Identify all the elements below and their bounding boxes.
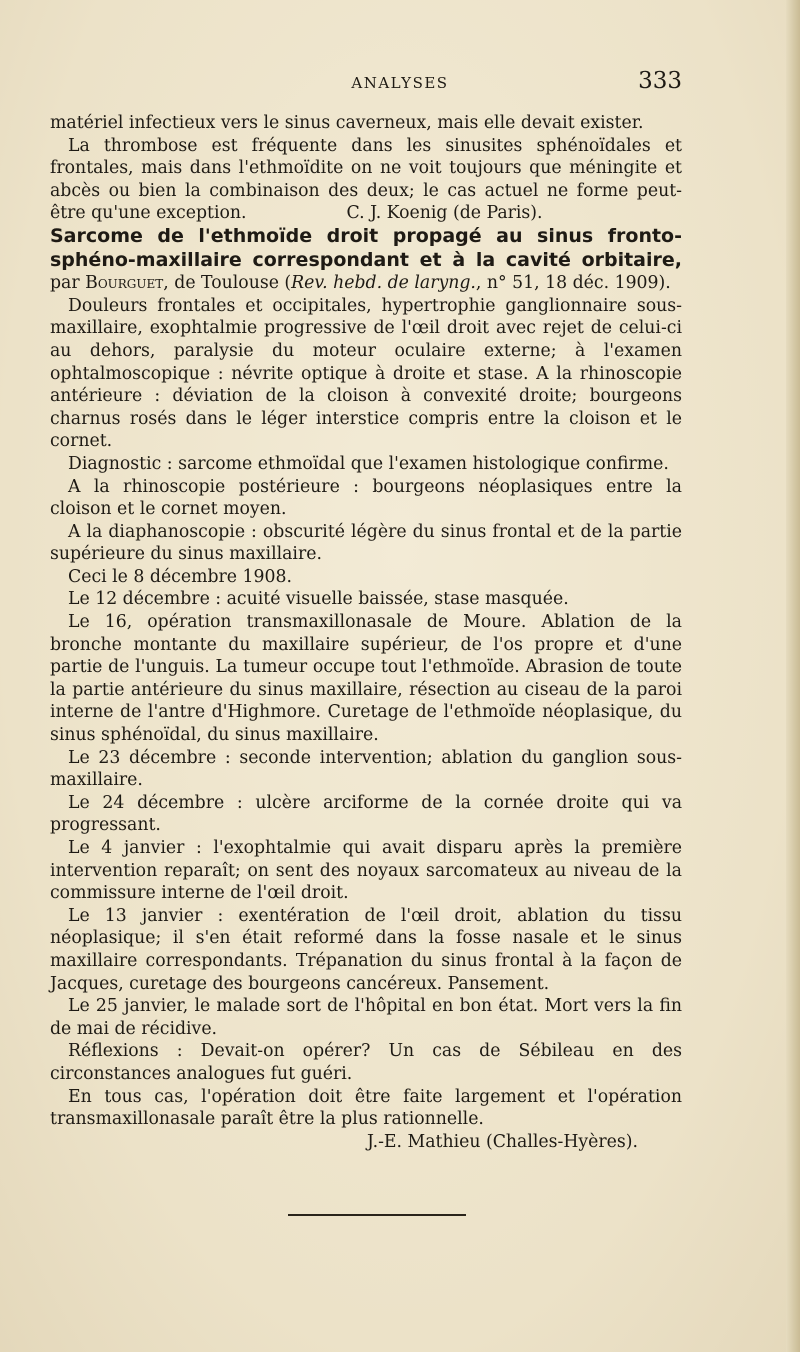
paragraph-continuation: matériel infectieux vers le sinus caverneux, mais elle devait exister. xyxy=(50,113,644,133)
page-number: 333 xyxy=(638,68,682,94)
running-title: ANALYSES xyxy=(351,74,449,92)
closing-signature: J.-E. Mathieu (Challes-Hyères). xyxy=(366,1131,638,1152)
article-title: Sarcome de l'ethmoïde droit propagé au sinus fronto-sphéno-maxillaire correspondant et à la cavité orbitaire, xyxy=(50,224,682,271)
end-rule xyxy=(288,1214,466,1216)
paragraph-date-23: Le 23 décembre : seconde intervention; ablation du ganglion sous-maxillaire. xyxy=(50,747,682,791)
author-prefix: par xyxy=(50,273,86,294)
paragraph-reflexions: Réflexions : Devait-on opérer? Un cas de Sébileau en des circonstances analogues fut guéri. xyxy=(50,1041,682,1084)
paragraph-rhinoscopie: A la rhinoscopie postérieure : bourgeons néoplasiques entre la cloison et le cornet moyen. xyxy=(50,476,682,520)
article-heading xyxy=(50,225,682,295)
paragraph-text: La thrombose est fréquente dans les sinusites sphénoïdales et frontales, mais dans l'ethmoïdite on ne voit toujours que méningite et abcès ou bien la combinaison des deux; le cas actuel ne forme peut-être qu'une exception. xyxy=(50,135,682,224)
paragraph-janvier-25: Le 25 janvier, le malade sort de l'hôpital en bon état. Mort vers la fin de mai de récidive. xyxy=(50,996,682,1039)
paragraph-symptoms: Douleurs frontales et occipitales, hypertrophie ganglionnaire sous-maxillaire, exophtalmie progressive de l'œil droit avec rejet de celui-ci au dehors, paralysie du moteur oculaire externe; à l'examen ophtalmoscopique : névrite optique à droite et stase. A la rhinoscopie antérieure : déviation de la cloison à convexité droite; bourgeons charnus rosés dans le léger interstice compris entre la cloison et le cornet. xyxy=(50,295,682,452)
running-header xyxy=(50,68,750,96)
paragraph-janvier-13: Le 13 janvier : exentération de l'œil droit, ablation du tissu néoplasique; il s'en était reformé dans la fosse nasale et le sinus maxillaire correspondants. Trépanation du sinus frontal à la façon de Jacques, curetage des bourgeons cancéreux. Pansement. xyxy=(50,905,682,994)
paragraph-conclusion: En tous cas, l'opération doit être faite largement et l'opération transmaxillonasale paraît être la plus rationnelle. xyxy=(50,1086,682,1130)
article-source: , de Toulouse ( xyxy=(163,273,292,294)
paragraph-date-8: Ceci le 8 décembre 1908. xyxy=(68,566,292,587)
paragraph-date-24: Le 24 décembre : ulcère arciforme de la cornée droite qui va progressant. xyxy=(50,792,682,836)
paragraph-date-12: Le 12 décembre : acuité visuelle baissée, stase masquée. xyxy=(68,589,569,610)
paragraph-janvier-4: Le 4 janvier : l'exophtalmie qui avait disparu après la première intervention reparaît; on sent des noyaux sarcomateux au niveau de la commissure interne de l'œil droit. xyxy=(50,838,682,904)
paragraph-diaphanoscopie: A la diaphanoscopie : obscurité légère du sinus frontal et de la partie supérieure du sinus maxillaire. xyxy=(50,521,682,565)
article-journal: Rev. hebd. de laryng. xyxy=(291,273,476,294)
author-signature: C. J. Koenig (de Paris). xyxy=(346,203,543,224)
article-body xyxy=(50,112,682,1153)
paragraph-diagnostic: Diagnostic : sarcome ethmoïdal que l'examen histologique confirme. xyxy=(68,453,669,474)
page-edge-shadow xyxy=(786,0,800,1352)
paragraph-thrombose xyxy=(50,135,682,225)
article-author: Bourguet xyxy=(85,273,164,294)
article-source-end: , n° 51, 18 déc. 1909). xyxy=(475,273,671,294)
paragraph-operation: Le 16, opération transmaxillonasale de Moure. Ablation de la bronche montante du maxillaire supérieur, de l'os propre et d'une partie de l'unguis. La tumeur occupe tout l'ethmoïde. Abrasion de toute la partie antérieure du sinus maxillaire, résection au ciseau de la paroi interne de l'antre d'Highmore. Curetage de l'ethmoïde néoplasique, du sinus sphénoïdal, du sinus maxillaire. xyxy=(50,612,682,746)
